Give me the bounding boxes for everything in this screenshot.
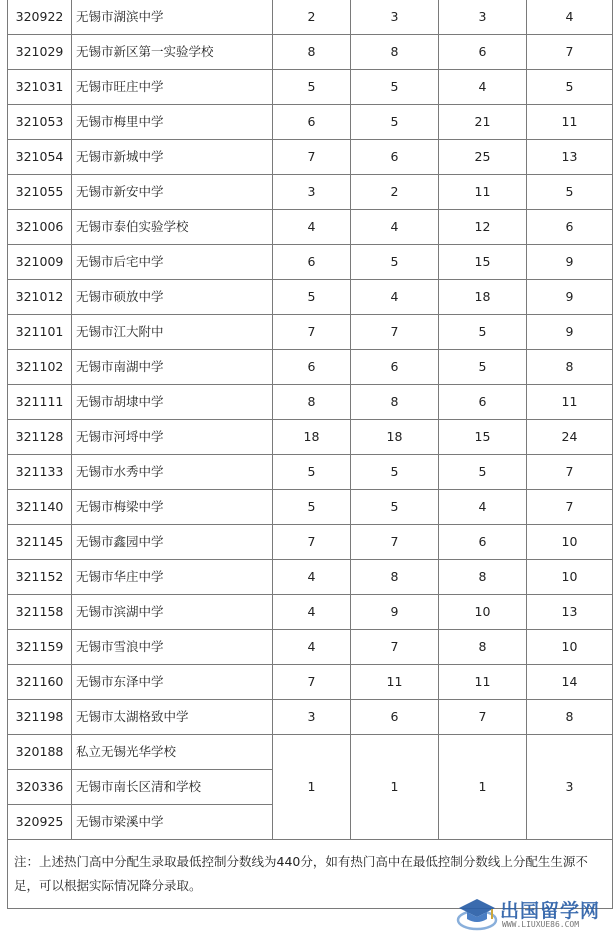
table-row <box>8 630 613 665</box>
quota-value: 4 <box>273 630 351 665</box>
quota-value: 4 <box>351 280 439 315</box>
quota-value: 24 <box>527 420 613 455</box>
school-name: 无锡市梁溪中学 <box>72 805 273 840</box>
quota-value: 6 <box>527 210 613 245</box>
table-row <box>8 35 613 70</box>
quota-value: 10 <box>527 630 613 665</box>
table-row <box>8 315 613 350</box>
quota-value: 15 <box>439 420 527 455</box>
table-row <box>8 455 613 490</box>
quota-value: 7 <box>273 315 351 350</box>
quota-value: 6 <box>439 35 527 70</box>
merged-quota-value: 1 <box>273 735 351 840</box>
school-name: 无锡市南湖中学 <box>72 350 273 385</box>
quota-value: 7 <box>273 140 351 175</box>
quota-value: 11 <box>527 105 613 140</box>
table-row <box>8 245 613 280</box>
quota-value: 15 <box>439 245 527 280</box>
quota-value: 6 <box>439 525 527 560</box>
school-name: 无锡市硕放中学 <box>72 280 273 315</box>
school-code: 321111 <box>8 385 72 420</box>
school-code: 320922 <box>8 0 72 35</box>
school-code: 321031 <box>8 70 72 105</box>
school-name: 无锡市梅里中学 <box>72 105 273 140</box>
quota-value: 11 <box>439 665 527 700</box>
quota-value: 5 <box>527 70 613 105</box>
quota-value: 6 <box>439 385 527 420</box>
quota-value: 5 <box>527 175 613 210</box>
quota-value: 4 <box>351 210 439 245</box>
quota-value: 6 <box>273 105 351 140</box>
quota-value: 13 <box>527 140 613 175</box>
school-name: 无锡市梅梁中学 <box>72 490 273 525</box>
quota-value: 4 <box>527 0 613 35</box>
school-code: 321128 <box>8 420 72 455</box>
quota-value: 5 <box>273 455 351 490</box>
quota-value: 7 <box>527 35 613 70</box>
quota-value: 14 <box>527 665 613 700</box>
quota-value: 10 <box>439 595 527 630</box>
table-row <box>8 210 613 245</box>
quota-value: 6 <box>351 700 439 735</box>
merged-quota-value: 1 <box>439 735 527 840</box>
merged-quota-value: 1 <box>351 735 439 840</box>
school-name: 无锡市鑫园中学 <box>72 525 273 560</box>
school-name: 无锡市新安中学 <box>72 175 273 210</box>
school-name: 无锡市胡埭中学 <box>72 385 273 420</box>
quota-value: 7 <box>527 490 613 525</box>
quota-value: 7 <box>351 525 439 560</box>
quota-value: 5 <box>273 70 351 105</box>
table-row <box>8 70 613 105</box>
school-name: 无锡市南长区清和学校 <box>72 770 273 805</box>
school-name: 无锡市新区第一实验学校 <box>72 35 273 70</box>
school-code: 321159 <box>8 630 72 665</box>
quota-value: 13 <box>527 595 613 630</box>
table-row <box>8 700 613 735</box>
quota-value: 11 <box>351 665 439 700</box>
quota-value: 11 <box>439 175 527 210</box>
quota-value: 4 <box>273 595 351 630</box>
quota-value: 3 <box>351 0 439 35</box>
quota-value: 7 <box>527 455 613 490</box>
table-row <box>8 490 613 525</box>
school-code: 321133 <box>8 455 72 490</box>
school-name: 无锡市后宅中学 <box>72 245 273 280</box>
quota-value: 6 <box>273 350 351 385</box>
quota-value: 9 <box>527 245 613 280</box>
school-name: 无锡市旺庄中学 <box>72 70 273 105</box>
school-code: 321198 <box>8 700 72 735</box>
quota-value: 11 <box>527 385 613 420</box>
table-row <box>8 665 613 700</box>
quota-value: 4 <box>439 490 527 525</box>
quota-value: 4 <box>273 210 351 245</box>
admission-table <box>7 0 613 909</box>
school-name: 无锡市雪浪中学 <box>72 630 273 665</box>
quota-value: 3 <box>439 0 527 35</box>
school-code: 321158 <box>8 595 72 630</box>
table-row <box>8 175 613 210</box>
quota-value: 5 <box>351 70 439 105</box>
school-name: 无锡市东泽中学 <box>72 665 273 700</box>
quota-value: 6 <box>351 350 439 385</box>
quota-value: 5 <box>351 245 439 280</box>
school-code: 321012 <box>8 280 72 315</box>
school-code: 321145 <box>8 525 72 560</box>
quota-value: 7 <box>273 525 351 560</box>
quota-value: 5 <box>351 490 439 525</box>
quota-value: 2 <box>273 0 351 35</box>
school-name: 无锡市河埒中学 <box>72 420 273 455</box>
school-name: 私立无锡光华学校 <box>72 735 273 770</box>
quota-value: 25 <box>439 140 527 175</box>
school-code: 321152 <box>8 560 72 595</box>
quota-value: 5 <box>273 490 351 525</box>
school-code: 320336 <box>8 770 72 805</box>
school-code: 321055 <box>8 175 72 210</box>
table-row <box>8 385 613 420</box>
quota-value: 9 <box>527 315 613 350</box>
quota-value: 5 <box>273 280 351 315</box>
table-row <box>8 350 613 385</box>
school-name: 无锡市江大附中 <box>72 315 273 350</box>
quota-value: 8 <box>527 350 613 385</box>
school-code: 321140 <box>8 490 72 525</box>
quota-value: 10 <box>527 525 613 560</box>
quota-value: 8 <box>351 35 439 70</box>
quota-value: 8 <box>351 560 439 595</box>
table-body <box>8 0 613 909</box>
school-name: 无锡市滨湖中学 <box>72 595 273 630</box>
table-row <box>8 525 613 560</box>
quota-value: 10 <box>527 560 613 595</box>
quota-value: 18 <box>351 420 439 455</box>
quota-value: 5 <box>439 350 527 385</box>
table-row <box>8 280 613 315</box>
quota-value: 8 <box>351 385 439 420</box>
table-row <box>8 420 613 455</box>
quota-value: 8 <box>273 385 351 420</box>
site-watermark <box>455 894 615 934</box>
quota-value: 6 <box>273 245 351 280</box>
school-name: 无锡市太湖格致中学 <box>72 700 273 735</box>
table-row <box>8 560 613 595</box>
quota-value: 8 <box>273 35 351 70</box>
quota-value: 18 <box>273 420 351 455</box>
quota-value: 3 <box>273 175 351 210</box>
school-code: 321102 <box>8 350 72 385</box>
mortarboard-logo-icon <box>455 894 499 934</box>
quota-value: 9 <box>351 595 439 630</box>
quota-value: 8 <box>527 700 613 735</box>
school-name: 无锡市湖滨中学 <box>72 0 273 35</box>
quota-value: 5 <box>351 455 439 490</box>
school-name: 无锡市水秀中学 <box>72 455 273 490</box>
school-name: 无锡市华庄中学 <box>72 560 273 595</box>
quota-value: 21 <box>439 105 527 140</box>
footnote: 注：上述热门高中分配生录取最低控制分数线为440分，如有热门高中在最低控制分数线上分配生生源不足，可以根据实际情况降分录取。 <box>8 840 613 909</box>
quota-value: 12 <box>439 210 527 245</box>
quota-value: 7 <box>273 665 351 700</box>
school-code: 321054 <box>8 140 72 175</box>
quota-value: 9 <box>527 280 613 315</box>
quota-value: 8 <box>439 560 527 595</box>
merged-quota-value: 3 <box>527 735 613 840</box>
quota-value: 2 <box>351 175 439 210</box>
table-row <box>8 0 613 35</box>
school-name: 无锡市新城中学 <box>72 140 273 175</box>
table-row <box>8 735 613 770</box>
school-code: 321009 <box>8 245 72 280</box>
quota-value: 5 <box>351 105 439 140</box>
school-code: 320188 <box>8 735 72 770</box>
school-code: 321006 <box>8 210 72 245</box>
quota-value: 5 <box>439 315 527 350</box>
watermark-text: 出国留学网 <box>500 900 601 922</box>
school-name: 无锡市泰伯实验学校 <box>72 210 273 245</box>
quota-value: 6 <box>351 140 439 175</box>
school-code: 320925 <box>8 805 72 840</box>
quota-value: 18 <box>439 280 527 315</box>
quota-value: 7 <box>439 700 527 735</box>
quota-value: 3 <box>273 700 351 735</box>
school-code: 321029 <box>8 35 72 70</box>
table-row <box>8 595 613 630</box>
quota-value: 8 <box>439 630 527 665</box>
school-code: 321160 <box>8 665 72 700</box>
quota-value: 7 <box>351 315 439 350</box>
quota-value: 4 <box>439 70 527 105</box>
table-row <box>8 140 613 175</box>
watermark-url: WWW.LIUXUE86.COM <box>502 920 580 929</box>
table-row <box>8 105 613 140</box>
school-code: 321053 <box>8 105 72 140</box>
quota-value: 4 <box>273 560 351 595</box>
quota-value: 7 <box>351 630 439 665</box>
school-code: 321101 <box>8 315 72 350</box>
quota-value: 5 <box>439 455 527 490</box>
